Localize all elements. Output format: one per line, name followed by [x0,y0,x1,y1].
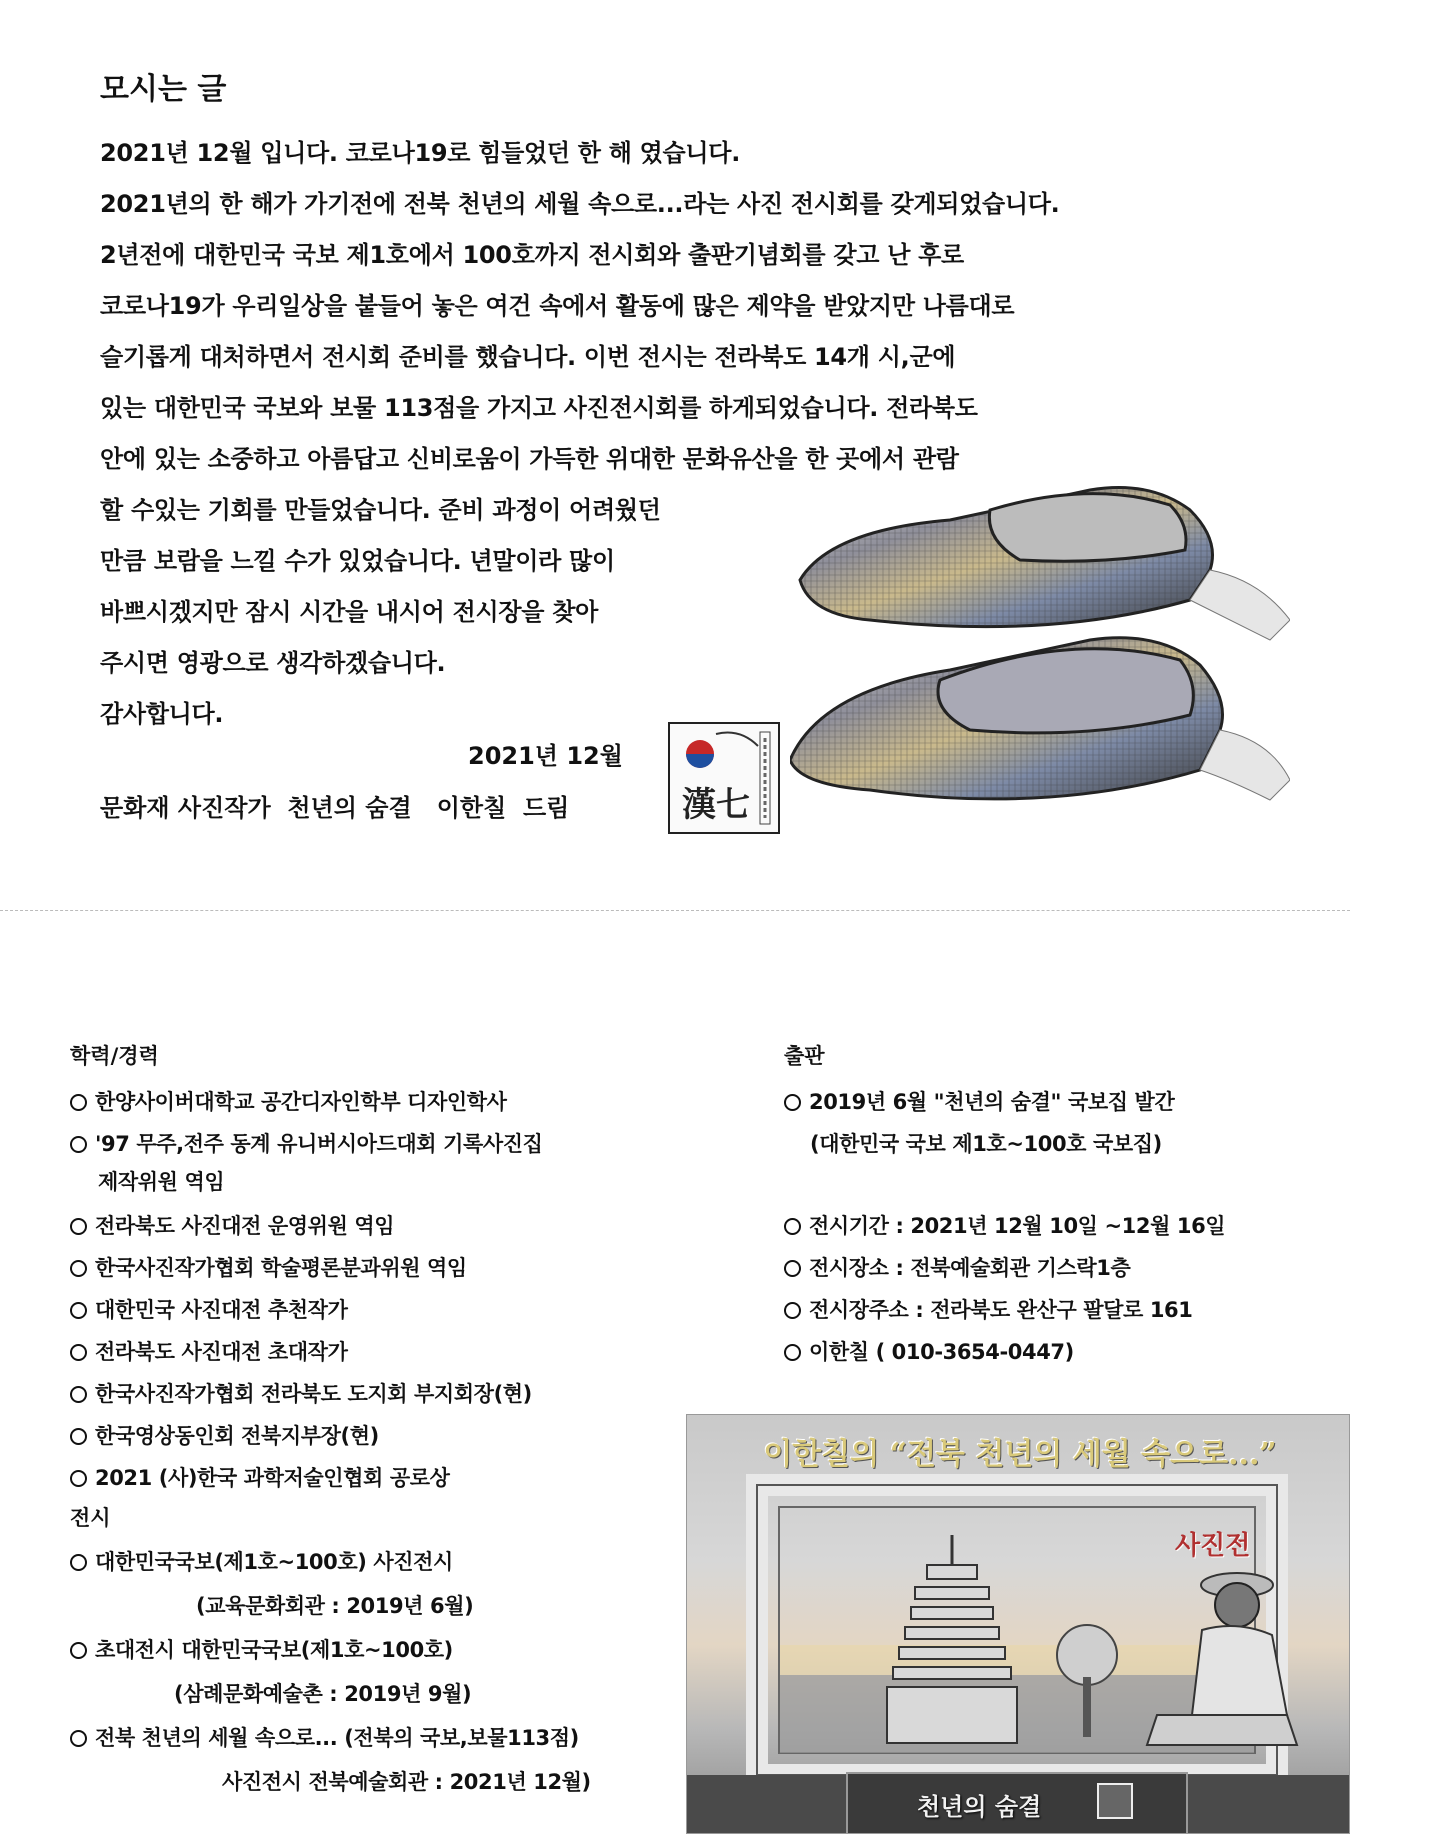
seal-glyphs: 漢七 [682,785,750,825]
circle-bullet-icon [70,1344,87,1361]
exhibition-item: 초대전시 대한민국국보(제1호~100호) [70,1634,453,1664]
circle-bullet-icon [70,1218,87,1235]
circle-bullet-icon [70,1470,87,1487]
letter-signature: 문화재 사진작가 천년의 숨결 이한칠 드림 [100,794,570,822]
circle-bullet-icon [784,1260,801,1277]
publication-item: 2019년 6월 "천년의 숨결" 국보집 발간 [784,1086,1174,1116]
publication-heading: 출판 [784,1044,825,1068]
exhibition-item: 대한민국국보(제1호~100호) 사진전시 [70,1546,453,1576]
exhibition-heading: 전시 [70,1506,111,1530]
publication-detail: (대한민국 국보 제1호~100호 국보집) [810,1132,1162,1156]
career-item: 한양사이버대학교 공간디자인학부 디자인학사 [70,1086,507,1116]
letter-date: 2021년 12월 [468,742,623,770]
letter-line: 바쁘시겠지만 잠시 시간을 내시어 전시장을 찾아 [100,598,598,626]
career-item: 한국사진작가협회 전라북도 도지회 부지회장(현) [70,1378,532,1408]
circle-bullet-icon [70,1386,87,1403]
exhibition-detail: (삼례문화예술촌 : 2019년 9월) [174,1682,472,1706]
circle-bullet-icon [70,1136,87,1153]
circle-bullet-icon [70,1302,87,1319]
circle-bullet-icon [70,1428,87,1445]
circle-bullet-icon [70,1730,87,1747]
circle-bullet-icon [70,1260,87,1277]
letter-line: 있는 대한민국 국보와 보물 113점을 가지고 사진전시회를 하게되었습니다. 전라북도 [100,394,978,422]
career-item: 대한민국 사진대전 추천작가 [70,1294,347,1324]
letter-line: 만큼 보람을 느낄 수가 있었습니다. 년말이라 많이 [100,547,615,575]
info-contact: 이한칠 ( 010-3654-0447) [784,1336,1074,1366]
letter-line: 주시면 영광으로 생각하겠습니다. [100,649,446,677]
letter-line: 2년전에 대한민국 국보 제1호에서 100호까지 전시회와 출판기념회를 갖고 난 후로 [100,241,964,269]
poster-title: 이한칠의 “전북 천년의 세월 속으로...” [763,1437,1277,1472]
poster-seal-icon [1097,1783,1133,1819]
career-item-continuation: 제작위원 역임 [98,1170,225,1194]
letter-title: 모시는 글 [100,72,227,107]
section-divider [0,910,1350,911]
career-item: 전라북도 사진대전 운영위원 역임 [70,1210,394,1240]
circle-bullet-icon [784,1094,801,1111]
circle-bullet-icon [70,1642,87,1659]
shoes-photo [790,470,1290,850]
poster-caption: 천년의 숨결 [917,1792,1042,1821]
career-item: 한국영상동인회 전북지부장(현) [70,1420,379,1450]
letter-line: 코로나19가 우리일상을 붙들어 놓은 여건 속에서 활동에 많은 제약을 받았지만 나름대로 [100,292,1015,320]
career-heading: 학력/경력 [70,1044,159,1068]
circle-bullet-icon [784,1302,801,1319]
letter-line: 2021년 12월 입니다. 코로나19로 힘들었던 한 해 였습니다. [100,139,741,167]
info-address: 전시장주소 : 전라북도 완산구 팔달로 161 [784,1294,1192,1324]
circle-bullet-icon [784,1344,801,1361]
exhibition-detail: (교육문화회관 : 2019년 6월) [196,1594,474,1618]
circle-bullet-icon [784,1218,801,1235]
career-item: 한국사진작가협회 학술평론분과위원 역임 [70,1252,467,1282]
circle-bullet-icon [70,1554,87,1571]
exhibition-detail: 사진전시 전북예술회관 : 2021년 12월) [222,1770,591,1794]
seal-stamp [668,722,780,834]
career-item: 2021 (사)한국 과학저술인협회 공로상 [70,1462,450,1492]
info-period: 전시기간 : 2021년 12월 10일 ~12월 16일 [784,1210,1225,1240]
letter-line: 2021년의 한 해가 가기전에 전북 천년의 세월 속으로...라는 사진 전시회를 갖게되었습니다. [100,190,1060,218]
poster-subtitle: 사진전 [1175,1531,1251,1561]
circle-bullet-icon [70,1094,87,1111]
exhibition-poster [686,1414,1350,1834]
exhibition-item: 전북 천년의 세월 속으로... (전북의 국보,보물113점) [70,1722,579,1752]
letter-line: 할 수있는 기회를 만들었습니다. 준비 과정이 어려웠던 [100,496,661,524]
career-item: 전라북도 사진대전 초대작가 [70,1336,347,1366]
info-venue: 전시장소 : 전북예술회관 기스락1층 [784,1252,1130,1282]
letter-line: 슬기롭게 대처하면서 전시회 준비를 했습니다. 이번 전시는 전라북도 14개 시,군에 [100,343,956,371]
letter-line: 안에 있는 소중하고 아름답고 신비로움이 가득한 위대한 문화유산을 한 곳에서 관람 [100,445,959,473]
letter-line: 감사합니다. [100,700,224,728]
career-item: '97 무주,전주 동계 유니버시아드대회 기록사진집 [70,1128,543,1158]
